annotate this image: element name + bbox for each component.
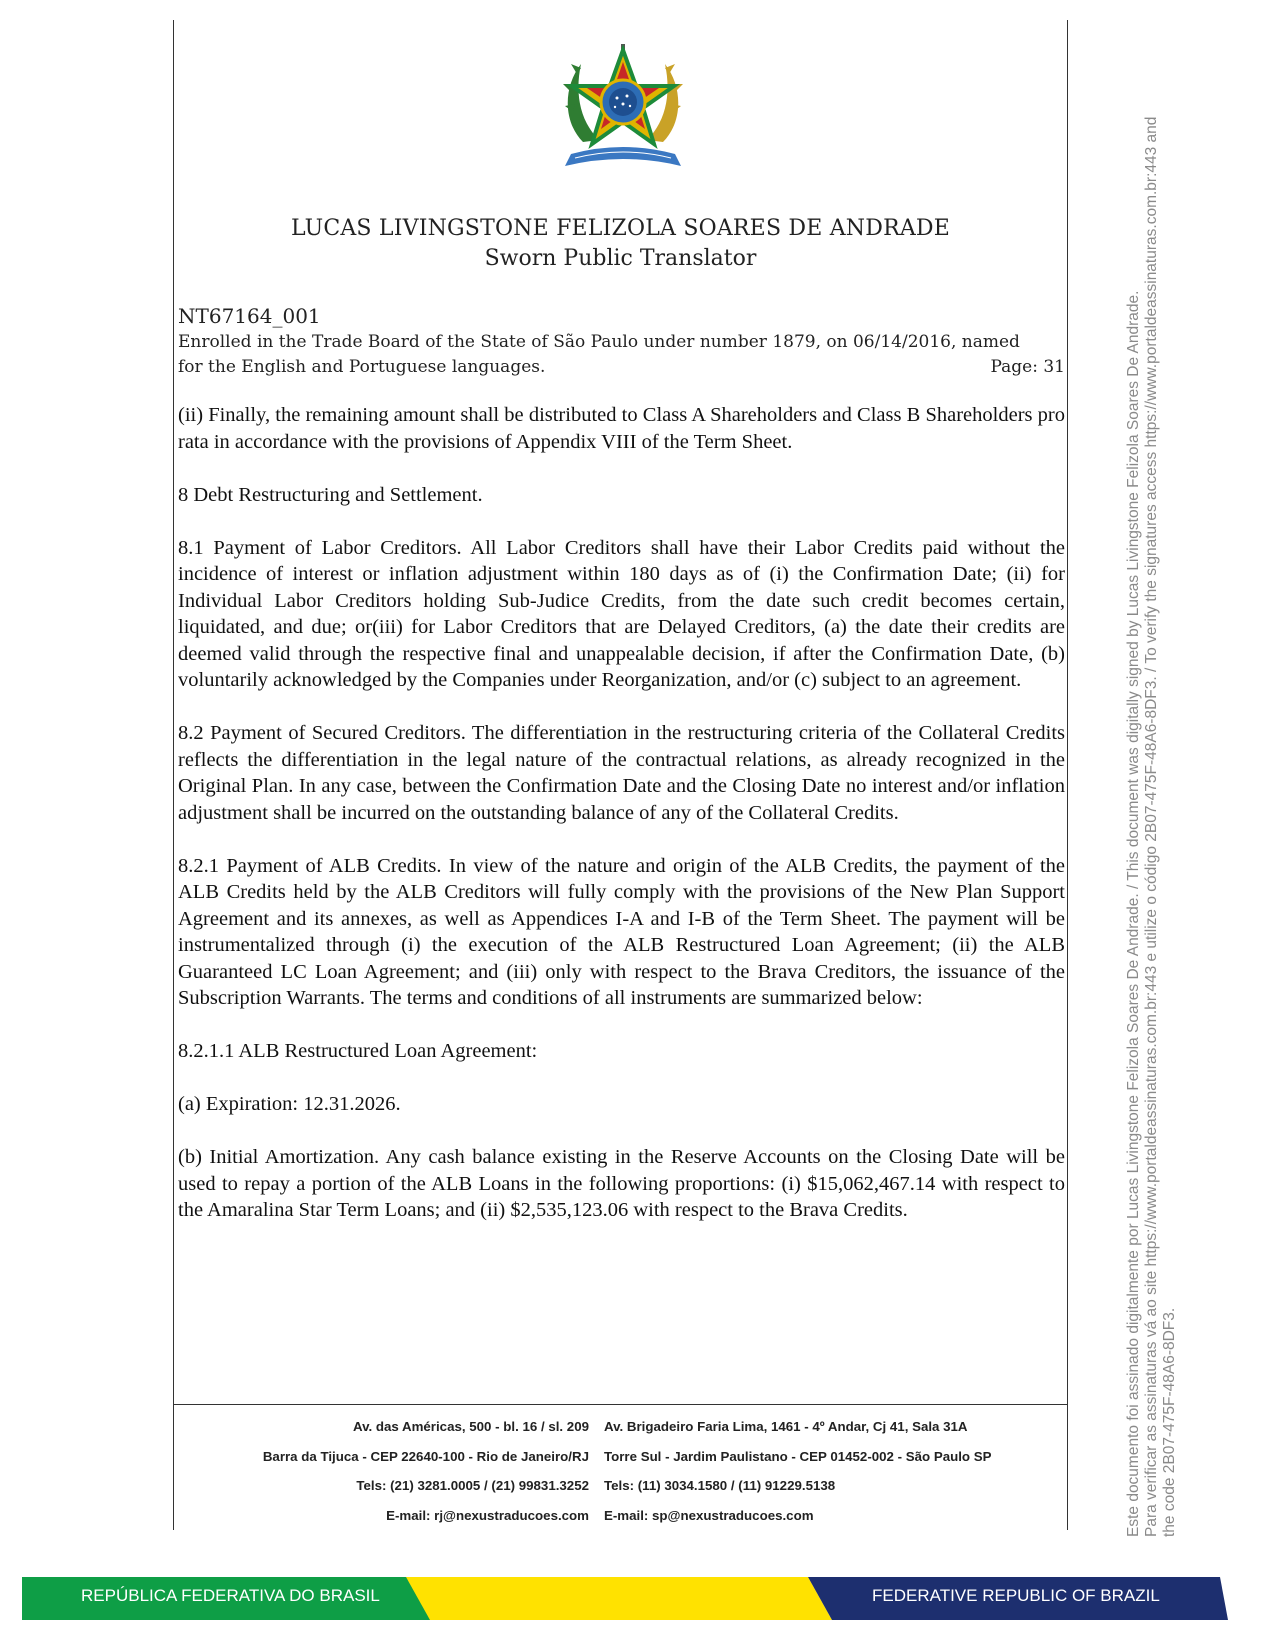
footer-divider	[173, 1404, 1068, 1405]
translator-name: LUCAS LIVINGSTONE FELIZOLA SOARES DE ANDRADE	[290, 216, 951, 241]
band-label-portuguese: REPÚBLICA FEDERATIVA DO BRASIL	[81, 1586, 380, 1605]
enrollment-languages: for the English and Portuguese languages.	[178, 357, 546, 377]
signature-notice-line-3: the code 2B07-475F-48A6-8DF3.	[1161, 1307, 1178, 1537]
page-number: Page: 31	[990, 357, 1065, 377]
enrollment-line-1: Enrolled in the Trade Board of the State of São Paulo under number 1879, on 06/14/2016, named	[178, 332, 1020, 352]
paragraph-8-2-1-1: 8.2.1.1 ALB Restructured Loan Agreement:	[178, 1040, 538, 1062]
section-8-heading: 8 Debt Restructuring and Settlement.	[178, 483, 483, 506]
translator-role: Sworn Public Translator	[484, 246, 757, 271]
footer-sao-paulo-office	[604, 1412, 991, 1530]
paragraph-a-expiration: (a) Expiration: 12.31.2026.	[178, 1093, 401, 1115]
digital-signature-notice	[1125, 117, 1179, 1537]
signature-notice-line-2: Para verificar as assinaturas vá ao site https://www.portaldeassinaturas.com.br:443 e utilize o código 2B07-475F-48A6-8DF3. / To verify the signatures access https://www.portaldeassinaturas.com.br:443 and	[1143, 116, 1160, 1537]
sp-phones: Tels: (11) 3034.1580 / (11) 91229.5138	[604, 1478, 836, 1493]
sp-city: Torre Sul - Jardim Paulistano - CEP 01452-002 - São Paulo SP	[604, 1448, 992, 1464]
signature-notice-line-1: Este documento foi assinado digitalmente por Lucas Livingstone Felizola Soares De Andrade. / This document was digitally signed by Lucas Livingstone Felizola Soares De Andrade.	[1125, 290, 1142, 1537]
rio-email: E-mail: rj@nexustraducoes.com	[386, 1507, 589, 1523]
band-label-english: FEDERATIVE REPUBLIC OF BRAZIL	[872, 1586, 1160, 1605]
document-body	[178, 402, 1065, 1250]
paragraph-ii-finally: (ii) Finally, the remaining amount shall be distributed to Class A Shareholders and Class B Shareholders pro rata in accordance with the provisions of Appendix VIII of the Term Sheet.	[178, 404, 1065, 453]
brazil-coat-of-arms-icon	[553, 42, 693, 177]
document-id: NT67164_001	[178, 304, 321, 328]
sp-email: E-mail: sp@nexustraducoes.com	[604, 1507, 814, 1523]
rio-address: Av. das Américas, 500 - bl. 16 / sl. 209	[352, 1419, 589, 1434]
flag-band-yellow	[406, 1577, 832, 1620]
rio-phones: Tels: (21) 3281.0005 / (21) 99831.3252	[356, 1478, 589, 1493]
rio-city: Barra da Tijuca - CEP 22640-100 - Rio de Janeiro/RJ	[262, 1448, 589, 1464]
paragraph-b-initial-amortization: (b) Initial Amortization. Any cash balance existing in the Reserve Accounts on the Closing Date will be used to repay a portion of the ALB Loans in the following proportions: (i) $15,062,467.14 with respect to the Amaralina Star Term Loans; and (ii) $2,535,123.06 with respect to the Brava Credits.	[178, 1146, 1065, 1221]
paragraph-8-1: 8.1 Payment of Labor Creditors. All Labor Creditors shall have their Labor Credits paid without the incidence of interest or inflation adjustment within 180 days as of (i) the Confirmation Date; (ii) for Individual Labor Creditors holding Sub-Judice Credits, from the date such credit becomes certain, liquidated, and due; or(iii) for Labor Creditors that are Delayed Creditors, (a) the date their credits are deemed valid through the respective final and unappealable decision, if after the Confirmation Date, (b) voluntarily acknowledged by the Companies under Reorganization, and/or (c) subject to an agreement.	[178, 536, 1065, 691]
sp-address: Av. Brigadeiro Faria Lima, 1461 - 4º Andar, Cj 41, Sala 31A	[604, 1419, 968, 1434]
paragraph-8-2-1: 8.2.1 Payment of ALB Credits. In view of the nature and origin of the ALB Credits, the payment of the ALB Credits held by the ALB Creditors will fully comply with the provisions of the New Plan Support Agreement and its annexes, as well as Appendices I-A and I-B of the Term Sheet. The payment will be instrumentalized through (i) the execution of the ALB Restructured Loan Agreement; (ii) the ALB Guaranteed LC Loan Agreement; and (iii) only with respect to the Brava Creditors, the issuance of the Subscription Warrants. The terms and conditions of all instruments are summarized below:	[178, 854, 1065, 1009]
paragraph-8-2: 8.2 Payment of Secured Creditors. The differentiation in the restructuring criteria of the Collateral Credits reflects the differentiation in the legal nature of the contractual relations, as already recognized in the Original Plan. In any case, between the Confirmation Date and the Closing Date no interest and/or inflation adjustment shall be incurred on the outstanding balance of any of the Collateral Credits.	[178, 722, 1065, 824]
enrollment-line-2	[178, 357, 1065, 377]
footer-rio-office	[263, 1412, 589, 1530]
